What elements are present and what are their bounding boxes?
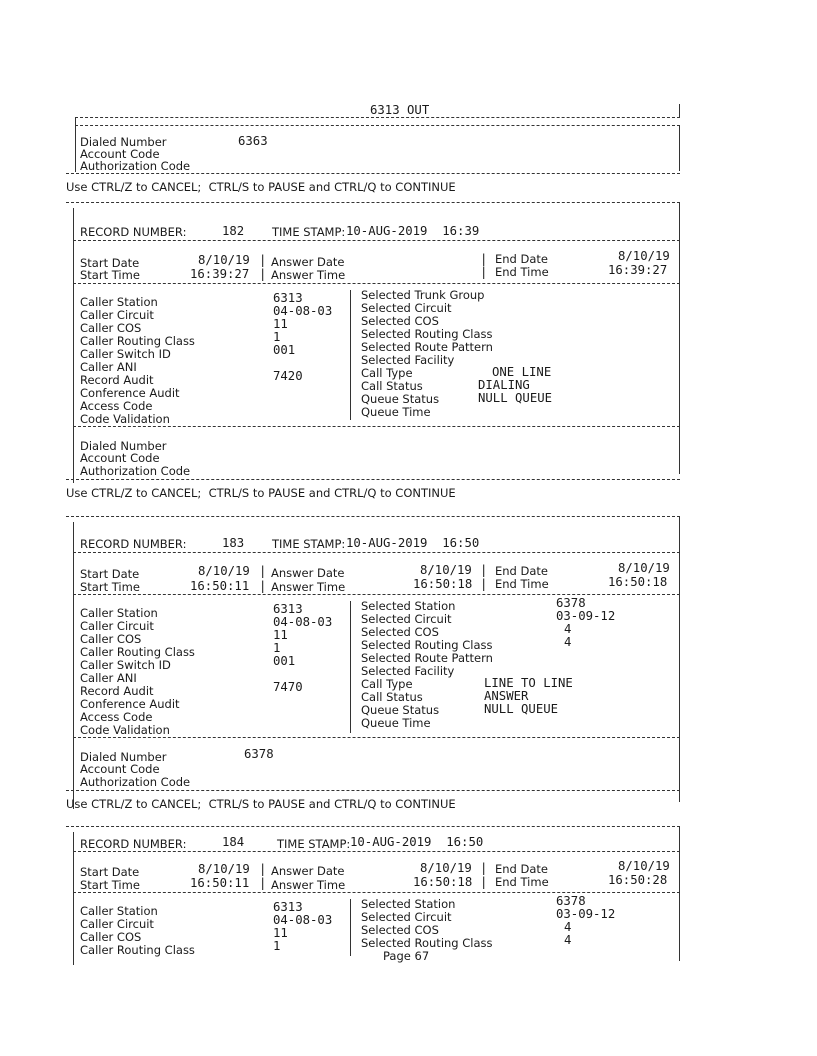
record-right-bar	[679, 202, 680, 474]
authorization-code-label: Authorization Code	[80, 775, 191, 789]
fields-separator	[350, 290, 351, 420]
record-left-bar	[73, 522, 74, 809]
sep: |	[480, 265, 488, 279]
record-number-label: RECORD NUMBER:	[80, 225, 187, 239]
end-date-value: 8/10/19	[618, 561, 670, 575]
field-label: Caller ANI	[80, 671, 137, 685]
start-time-value: 16:39:27	[190, 267, 250, 281]
field-label: Selected Station	[361, 599, 456, 613]
continue-prompt: Use CTRL/Z to CANCEL; CTRL/S to PAUSE and CTRL/Q to CONTINUE	[66, 797, 456, 811]
field-label: Caller Switch ID	[80, 658, 171, 672]
field-value: 7420	[273, 369, 303, 383]
record-bottom-rule	[66, 479, 680, 480]
answer-time-label: Answer Time	[271, 268, 346, 282]
account-code-label: Account Code	[80, 147, 160, 161]
field-label: Selected Facility	[361, 664, 455, 678]
field-value: 6378	[556, 894, 586, 908]
end-time-value: 16:50:28	[608, 873, 668, 887]
start-date-label: Start Date	[80, 256, 140, 270]
record-dates-rule	[73, 892, 680, 893]
start-date-value: 8/10/19	[198, 862, 250, 876]
sep: |	[480, 875, 488, 889]
field-label: Selected Circuit	[361, 910, 452, 924]
end-date-label: End Date	[495, 862, 548, 876]
answer-time-label: Answer Time	[271, 580, 346, 594]
end-time-value: 16:50:18	[608, 575, 668, 589]
field-label: Caller Circuit	[80, 308, 154, 322]
field-label: Selected Circuit	[361, 612, 452, 626]
top-fragment-bottom-rule	[66, 173, 680, 174]
sep: |	[259, 564, 267, 578]
record-dates-rule	[73, 283, 680, 284]
continue-prompt: Use CTRL/Z to CANCEL; CTRL/S to PAUSE and CTRL/Q to CONTINUE	[66, 486, 456, 500]
field-label: Caller ANI	[80, 360, 137, 374]
field-label: Queue Status	[361, 392, 440, 406]
record-fields-rule	[73, 737, 680, 738]
top-fragment-rule	[75, 125, 680, 126]
timestamp-value: 10-AUG-2019 16:50	[346, 536, 480, 550]
sep: |	[480, 563, 488, 577]
sep: |	[480, 861, 488, 875]
record-fields-rule	[73, 426, 680, 427]
field-label: Selected COS	[361, 923, 439, 937]
field-value: 11	[273, 926, 288, 940]
field-label: Caller Routing Class	[80, 645, 195, 659]
timestamp-label: TIME STAMP:	[272, 537, 346, 551]
field-label: Access Code	[80, 399, 153, 413]
start-time-label: Start Time	[80, 878, 140, 892]
field-value: ANSWER	[484, 689, 529, 703]
field-value: ONE LINE	[492, 365, 552, 379]
field-value: 1	[273, 641, 281, 655]
field-label: Record Audit	[80, 373, 154, 387]
record-number-label: RECORD NUMBER:	[80, 537, 187, 551]
field-label: Selected COS	[361, 625, 439, 639]
sep: |	[259, 253, 267, 267]
field-value: 4	[564, 622, 572, 636]
top-fragment-left-bar	[75, 117, 76, 172]
field-label: Record Audit	[80, 684, 154, 698]
field-label: Selected Routing Class	[361, 638, 493, 652]
field-value: 04-08-03	[273, 304, 333, 318]
start-time-label: Start Time	[80, 268, 140, 282]
field-label: Caller Station	[80, 295, 158, 309]
field-label: Call Type	[361, 366, 413, 380]
sep: |	[259, 876, 267, 890]
field-label: Selected Trunk Group	[361, 288, 485, 302]
start-date-value: 8/10/19	[198, 564, 250, 578]
continue-prompt: Use CTRL/Z to CANCEL; CTRL/S to PAUSE and CTRL/Q to CONTINUE	[66, 180, 456, 194]
fields-separator	[350, 601, 351, 733]
answer-date-value: 8/10/19	[420, 861, 472, 875]
end-date-label: End Date	[495, 564, 548, 578]
field-label: Caller Station	[80, 904, 158, 918]
record-header-rule	[73, 240, 680, 241]
end-time-label: End Time	[495, 875, 549, 889]
start-time-value: 16:50:11	[190, 876, 250, 890]
record-left-bar	[73, 208, 74, 483]
record-number-label: RECORD NUMBER:	[80, 837, 187, 851]
field-label: Selected Route Pattern	[361, 340, 493, 354]
timestamp-value: 10-AUG-2019 16:50	[350, 835, 484, 849]
field-value: 001	[273, 343, 296, 357]
field-label: Selected Station	[361, 897, 456, 911]
record-number: 182	[222, 224, 245, 238]
record-top-rule	[66, 826, 680, 827]
timestamp-value: 10-AUG-2019 16:39	[346, 224, 480, 238]
field-value: 6313	[273, 900, 303, 914]
record-right-bar	[679, 516, 680, 802]
field-label: Caller COS	[80, 321, 142, 335]
field-label: Caller Station	[80, 606, 158, 620]
dialed-number-value: 6378	[244, 747, 274, 761]
field-value: 03-09-12	[556, 907, 616, 921]
field-label: Selected COS	[361, 314, 439, 328]
dialed-number-label: Dialed Number	[80, 750, 167, 764]
end-time-value: 16:39:27	[608, 263, 668, 277]
sep: |	[480, 577, 488, 591]
field-value: 001	[273, 654, 296, 668]
field-value: 4	[564, 933, 572, 947]
field-value: 4	[564, 635, 572, 649]
field-label: Caller Routing Class	[80, 943, 195, 957]
record-top-rule	[66, 202, 680, 203]
page-header-title: 6313 OUT	[370, 103, 430, 117]
start-date-label: Start Date	[80, 865, 140, 879]
answer-time-label: Answer Time	[271, 878, 346, 892]
timestamp-label: TIME STAMP:	[277, 837, 351, 851]
dialed-number-label: Dialed Number	[80, 135, 167, 149]
field-value: 7470	[273, 680, 303, 694]
fields-separator	[350, 899, 351, 956]
start-date-label: Start Date	[80, 567, 140, 581]
field-label: Code Validation	[80, 723, 170, 737]
answer-date-label: Answer Date	[271, 864, 345, 878]
field-label: Caller Circuit	[80, 917, 154, 931]
end-date-label: End Date	[495, 252, 548, 266]
sep: |	[480, 252, 488, 266]
start-time-label: Start Time	[80, 580, 140, 594]
record-number: 184	[222, 835, 245, 849]
authorization-code-label: Authorization Code	[80, 464, 191, 478]
field-label: Call Type	[361, 677, 413, 691]
start-time-value: 16:50:11	[190, 579, 250, 593]
field-label: Access Code	[80, 710, 153, 724]
field-value: LINE TO LINE	[484, 676, 573, 690]
answer-time-value: 16:50:18	[413, 577, 473, 591]
sep: |	[259, 862, 267, 876]
record-header-rule	[73, 552, 680, 553]
field-value: 4	[564, 920, 572, 934]
timestamp-label: TIME STAMP:	[272, 225, 346, 239]
account-code-label: Account Code	[80, 451, 160, 465]
field-label: Selected Routing Class	[361, 936, 493, 950]
field-label: Selected Facility	[361, 353, 455, 367]
field-label: Selected Route Pattern	[361, 651, 493, 665]
field-value: 6378	[556, 596, 586, 610]
dialed-number-value: 6363	[238, 134, 268, 148]
field-label: Conference Audit	[80, 697, 180, 711]
field-value: 1	[273, 939, 281, 953]
answer-date-label: Answer Date	[271, 566, 345, 580]
record-right-bar	[679, 826, 680, 961]
sep: |	[259, 267, 267, 281]
field-label: Queue Time	[361, 716, 431, 730]
dialed-number-label: Dialed Number	[80, 439, 167, 453]
record-number: 183	[222, 536, 245, 550]
field-label: Call Status	[361, 379, 423, 393]
header-rule	[75, 117, 680, 118]
field-label: Queue Status	[361, 703, 440, 717]
answer-date-value: 8/10/19	[420, 563, 472, 577]
end-date-value: 8/10/19	[618, 859, 670, 873]
answer-time-value: 16:50:18	[413, 875, 473, 889]
field-label: Conference Audit	[80, 386, 180, 400]
answer-date-label: Answer Date	[271, 255, 345, 269]
record-bottom-rule	[66, 790, 680, 791]
field-label: Selected Routing Class	[361, 327, 493, 341]
field-label: Caller COS	[80, 930, 142, 944]
field-value: 03-09-12	[556, 609, 616, 623]
record-top-rule	[66, 516, 680, 517]
field-label: Code Validation	[80, 412, 170, 426]
record-header-rule	[73, 851, 680, 852]
account-code-label: Account Code	[80, 762, 160, 776]
sep: |	[259, 579, 267, 593]
field-label: Call Status	[361, 690, 423, 704]
field-value: 04-08-03	[273, 913, 333, 927]
end-time-label: End Time	[495, 265, 549, 279]
field-label: Caller Switch ID	[80, 347, 171, 361]
page-number: Page 67	[383, 949, 430, 963]
end-date-value: 8/10/19	[618, 249, 670, 263]
field-value: NULL QUEUE	[484, 702, 559, 716]
field-value: 1	[273, 330, 281, 344]
field-value: 11	[273, 628, 288, 642]
field-label: Selected Circuit	[361, 301, 452, 315]
field-value: 11	[273, 317, 288, 331]
authorization-code-label: Authorization Code	[80, 159, 191, 173]
field-value: DIALING	[478, 378, 530, 392]
top-fragment-right-bar	[679, 125, 680, 171]
header-right-bar	[679, 104, 680, 118]
end-time-label: End Time	[495, 577, 549, 591]
record-dates-rule	[73, 594, 680, 595]
field-value: 04-08-03	[273, 615, 333, 629]
field-label: Caller Circuit	[80, 619, 154, 633]
field-value: NULL QUEUE	[478, 391, 553, 405]
field-value: 6313	[273, 602, 303, 616]
field-label: Queue Time	[361, 405, 431, 419]
field-label: Caller Routing Class	[80, 334, 195, 348]
start-date-value: 8/10/19	[198, 253, 250, 267]
field-value: 6313	[273, 291, 303, 305]
field-label: Caller COS	[80, 632, 142, 646]
